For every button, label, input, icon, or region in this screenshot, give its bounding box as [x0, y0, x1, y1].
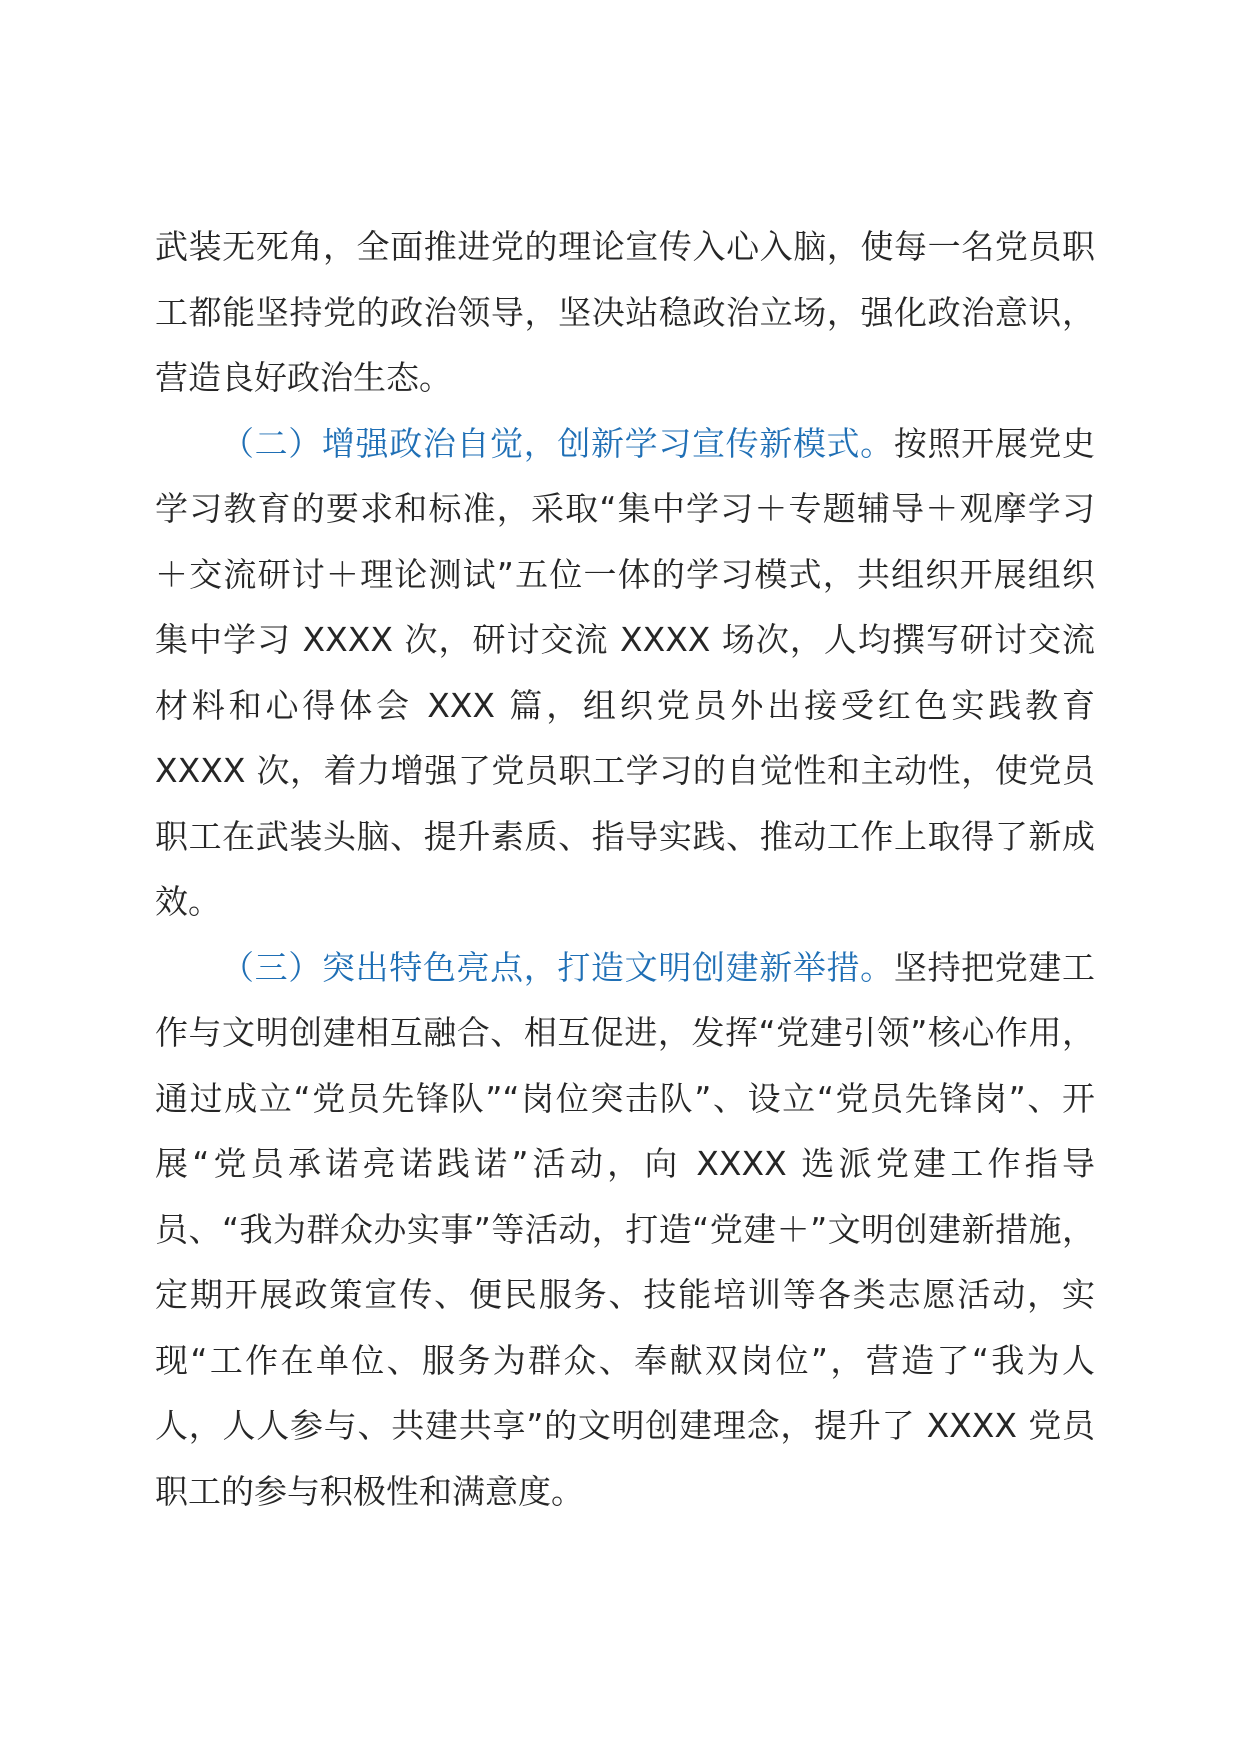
paragraph-section-3 [155, 935, 1095, 1525]
section-3-body: 坚持把党建工作与文明创建相互融合、相互促进，发挥“党建引领”核心作用，通过成立“党员先锋队”“岗位突击队”、设立“党员先锋岗”、开展“党员承诺亮诺践诺”活动，向 XXXX 选派党建工作指导员、“我为群众办实事”等活动，打造“党建＋”文明创建新措施，定期开展政策宣传、便民服务、技能培训等各类志愿活动，实现“工作在单位、服务为群众、奉献双岗位”，营造了“我为人人，人人参与、共建共享”的文明创建理念，提升了 XXXX 党员职工的参与积极性和满意度。 [155, 947, 1096, 1511]
section-2-heading: （二）增强政治自觉，创新学习宣传新模式。 [221, 423, 894, 463]
document-body [155, 214, 1095, 1524]
paragraph-continuation [155, 214, 1095, 411]
paragraph-1-body: 武装无死角，全面推进党的理论宣传入心入脑，使每一名党员职工都能坚持党的政治领导，坚决站稳政治立场，强化政治意识，营造良好政治生态。 [155, 227, 1095, 397]
section-3-heading: （三）突出特色亮点，打造文明创建新举措。 [221, 947, 894, 987]
section-2-body: 按照开展党史学习教育的要求和标准，采取“集中学习＋专题辅导＋观摩学习＋交流研讨＋理论测试”五位一体的学习模式，共组织开展组织集中学习 XXXX 次，研讨交流 XXXX 场次，人均撰写研讨交流材料和心得体会 XXX 篇，组织党员外出接受红色实践教育 XXXX 次，着力增强了党员职工学习的自觉性和主动性，使党员职工在武装头脑、提升素质、指导实践、推动工作上取得了新成效。 [155, 423, 1096, 921]
paragraph-section-2 [155, 411, 1095, 935]
